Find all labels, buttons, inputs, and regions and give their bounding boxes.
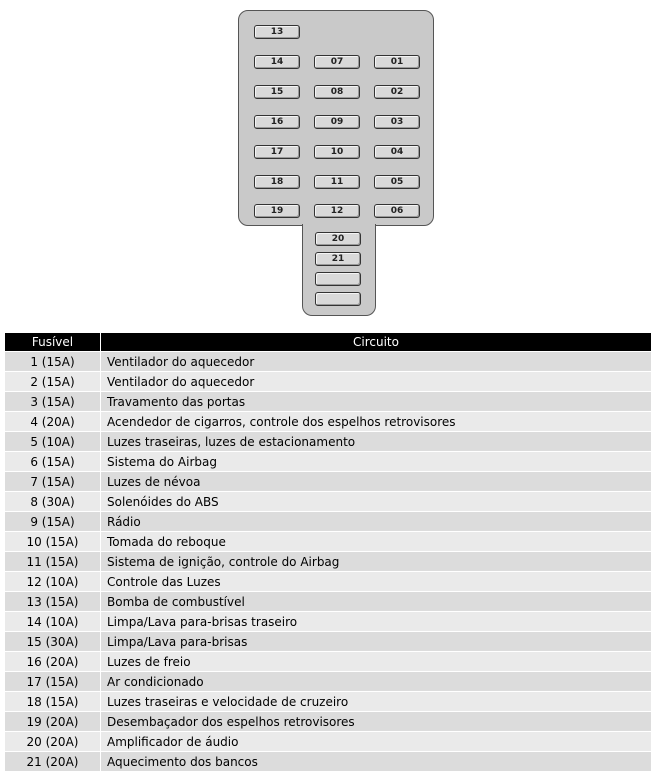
fuse-cell: 5 (10A) [5, 432, 101, 452]
fuse-slot: 08 [314, 85, 360, 99]
fuse-cell: 1 (15A) [5, 352, 101, 372]
fuse-slot: 06 [374, 204, 420, 218]
fuse-slot: 15 [254, 85, 300, 99]
table-row [5, 732, 652, 752]
fuse-cell: 18 (15A) [5, 692, 101, 712]
fuse-cell: 6 (15A) [5, 452, 101, 472]
fuse-box-joint [303, 222, 375, 228]
fuse-cell: 16 (20A) [5, 652, 101, 672]
circuit-cell: Ventilador do aquecedor [101, 372, 652, 392]
fuse-cell: 9 (15A) [5, 512, 101, 532]
circuit-cell: Amplificador de áudio [101, 732, 652, 752]
fuse-cell: 3 (15A) [5, 392, 101, 412]
circuit-cell: Luzes traseiras, luzes de estacionamento [101, 432, 652, 452]
circuit-cell: Luzes traseiras e velocidade de cruzeiro [101, 692, 652, 712]
table-row [5, 632, 652, 652]
fuse-cell: 14 (10A) [5, 612, 101, 632]
circuit-cell: Rádio [101, 512, 652, 532]
circuit-cell: Luzes de freio [101, 652, 652, 672]
circuit-cell: Bomba de combustível [101, 592, 652, 612]
table-row [5, 532, 652, 552]
fuse-slot: 09 [314, 115, 360, 129]
table-row [5, 412, 652, 432]
column-header-circuit: Circuito [101, 333, 652, 352]
fuse-cell: 13 (15A) [5, 592, 101, 612]
table-row [5, 492, 652, 512]
circuit-cell: Desembaçador dos espelhos retrovisores [101, 712, 652, 732]
table-row [5, 652, 652, 672]
fuse-slot: 16 [254, 115, 300, 129]
circuit-cell: Limpa/Lava para-brisas [101, 632, 652, 652]
circuit-cell: Limpa/Lava para-brisas traseiro [101, 612, 652, 632]
fuse-slot: 19 [254, 204, 300, 218]
fuse-slot: 20 [315, 232, 361, 246]
circuit-cell: Tomada do reboque [101, 532, 652, 552]
fuse-cell: 2 (15A) [5, 372, 101, 392]
fuse-slot: 13 [254, 25, 300, 39]
fuse-slot: 12 [314, 204, 360, 218]
fuse-slot: 17 [254, 145, 300, 159]
table-row [5, 392, 652, 412]
fuse-slot: 18 [254, 175, 300, 189]
table-row [5, 352, 652, 372]
fuse-slot: 11 [314, 175, 360, 189]
fuse-cell: 7 (15A) [5, 472, 101, 492]
fuse-slot: 02 [374, 85, 420, 99]
table-row [5, 552, 652, 572]
fuse-table [4, 332, 652, 772]
table-row [5, 452, 652, 472]
circuit-cell: Travamento das portas [101, 392, 652, 412]
table-row [5, 472, 652, 492]
fuse-cell: 21 (20A) [5, 752, 101, 772]
fuse-slot: 14 [254, 55, 300, 69]
table-row [5, 712, 652, 732]
fuse-slot: 07 [314, 55, 360, 69]
fuse-cell: 17 (15A) [5, 672, 101, 692]
fuse-slot: 05 [374, 175, 420, 189]
table-row [5, 672, 652, 692]
table-row [5, 612, 652, 632]
fuse-slot: 03 [374, 115, 420, 129]
table-row [5, 592, 652, 612]
table-row [5, 512, 652, 532]
table-row [5, 692, 652, 712]
table-header-row [5, 333, 652, 352]
fuse-slot: 10 [314, 145, 360, 159]
fuse-slot-empty [315, 292, 361, 306]
column-header-fuse: Fusível [5, 333, 101, 352]
table-row [5, 572, 652, 592]
fuse-cell: 20 (20A) [5, 732, 101, 752]
fuse-slot: 01 [374, 55, 420, 69]
table-row [5, 752, 652, 772]
circuit-cell: Luzes de névoa [101, 472, 652, 492]
fuse-cell: 8 (30A) [5, 492, 101, 512]
fuse-cell: 4 (20A) [5, 412, 101, 432]
circuit-cell: Acendedor de cigarros, controle dos espelhos retrovisores [101, 412, 652, 432]
fuse-cell: 10 (15A) [5, 532, 101, 552]
circuit-cell: Aquecimento dos bancos [101, 752, 652, 772]
circuit-cell: Solenóides do ABS [101, 492, 652, 512]
circuit-cell: Ar condicionado [101, 672, 652, 692]
fuse-slot-empty [315, 272, 361, 286]
fuse-slot: 21 [315, 252, 361, 266]
circuit-cell: Controle das Luzes [101, 572, 652, 592]
circuit-cell: Ventilador do aquecedor [101, 352, 652, 372]
table-row [5, 372, 652, 392]
fuse-cell: 11 (15A) [5, 552, 101, 572]
fuse-cell: 12 (10A) [5, 572, 101, 592]
fuse-cell: 19 (20A) [5, 712, 101, 732]
circuit-cell: Sistema do Airbag [101, 452, 652, 472]
fuse-cell: 15 (30A) [5, 632, 101, 652]
circuit-cell: Sistema de ignição, controle do Airbag [101, 552, 652, 572]
fuse-slot: 04 [374, 145, 420, 159]
table-row [5, 432, 652, 452]
